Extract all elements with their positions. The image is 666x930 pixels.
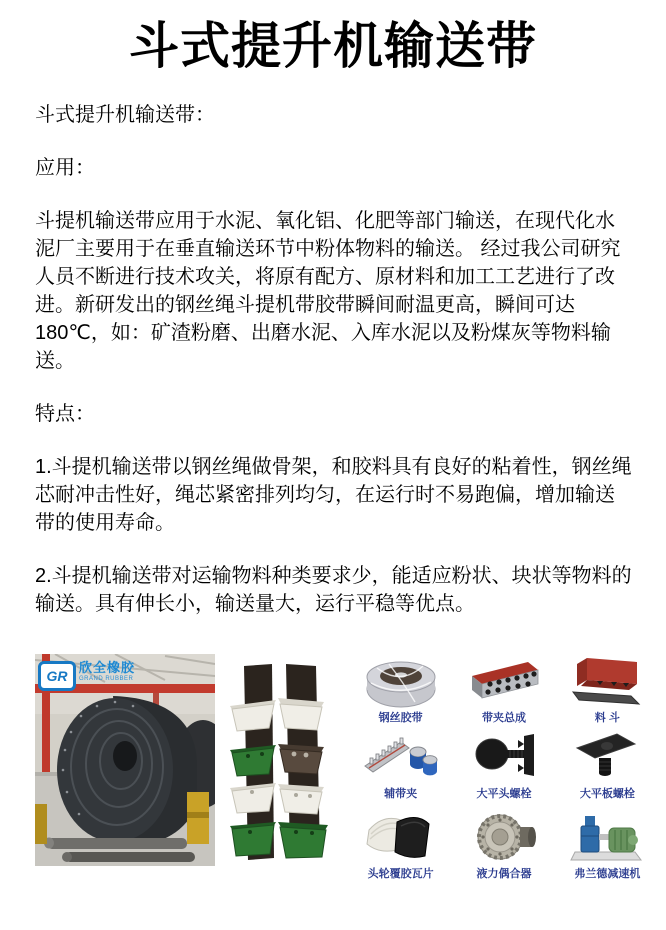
aux-belt-clamp-image (363, 730, 439, 786)
gr-logo-icon: GR (38, 661, 76, 691)
belt-clamp-assembly-image (466, 656, 542, 710)
grand-rubber-logo (38, 661, 135, 691)
flender-reducer-image (569, 808, 645, 866)
feature-1-paragraph: 1.斗提机输送带以钢丝绳做骨架，和胶料具有良好的粘着性，钢丝绳芯耐冲击性好，绳芯紧密排列均匀，在运行时不易跑偏，增加输送带的使用寿命。 (35, 456, 632, 534)
features-label: 特点： (35, 403, 95, 425)
elevator-buckets-photo (228, 662, 342, 860)
product-image-gallery (0, 650, 666, 880)
part-label: 弗兰德减速机 (574, 868, 641, 880)
elevator-buckets-image (228, 662, 342, 860)
application-paragraph: 斗提机输送带应用于水泥、氧化铝、化肥等部门输送，在现代化水泥厂主要用于在垂直输送环节中粉体物料的输送。 经过我公司研究人员不断进行技术攻关，将原有配方、原材料和加工工艺进行了改进。新研发出的钢丝绳斗提机带胶带瞬间耐温更高，瞬间可达180℃，如：矿渣粉磨、出磨水泥、入库水泥以及粉煤灰等物料输送。 (35, 210, 621, 372)
feature-2-paragraph: 2.斗提机输送带对运输物料种类要求少，能适应粉状、块状等物料的输送。具有伸长小，输送量大，运行平稳等优点。 (35, 565, 632, 615)
part-hopper (557, 652, 658, 724)
part-steel-cord-belt (350, 652, 451, 724)
logo-name-cn: 欣全橡胶 (79, 660, 136, 675)
part-label: 料 斗 (594, 712, 620, 724)
part-flender-reducer (557, 800, 658, 880)
part-flat-head-bolt (453, 724, 554, 800)
intro-label: 斗式提升机输送带： (35, 104, 215, 126)
logo-name-en: GRAND RUBBER (79, 676, 134, 682)
article-body (0, 101, 666, 618)
part-label: 大平板螺栓 (579, 788, 635, 800)
part-flat-plate-bolt (557, 724, 658, 800)
part-label: 大平头螺栓 (476, 788, 532, 800)
part-label: 钢丝胶带 (378, 712, 423, 724)
part-label: 带夹总成 (481, 712, 526, 724)
application-label: 应用： (35, 157, 95, 179)
part-label: 辅带夹 (384, 788, 418, 800)
part-label: 液力偶合器 (476, 868, 532, 880)
part-fluid-coupling (453, 800, 554, 880)
parts-grid (350, 652, 658, 880)
flat-plate-bolt-image (569, 726, 645, 786)
hopper-image (569, 654, 645, 710)
head-wheel-rubber-tile-image (363, 810, 439, 866)
part-head-wheel-rubber-tile (350, 800, 451, 880)
page-title: 斗式提升机输送带 (129, 18, 537, 74)
steel-cord-belt-image (363, 656, 439, 710)
part-belt-clamp-assembly (453, 652, 554, 724)
flat-head-bolt-image (466, 726, 542, 786)
part-label: 头轮覆胶瓦片 (367, 868, 434, 880)
part-aux-belt-clamp (350, 724, 451, 800)
conveyor-belt-roll-photo (35, 654, 215, 866)
fluid-coupling-image (466, 808, 542, 866)
